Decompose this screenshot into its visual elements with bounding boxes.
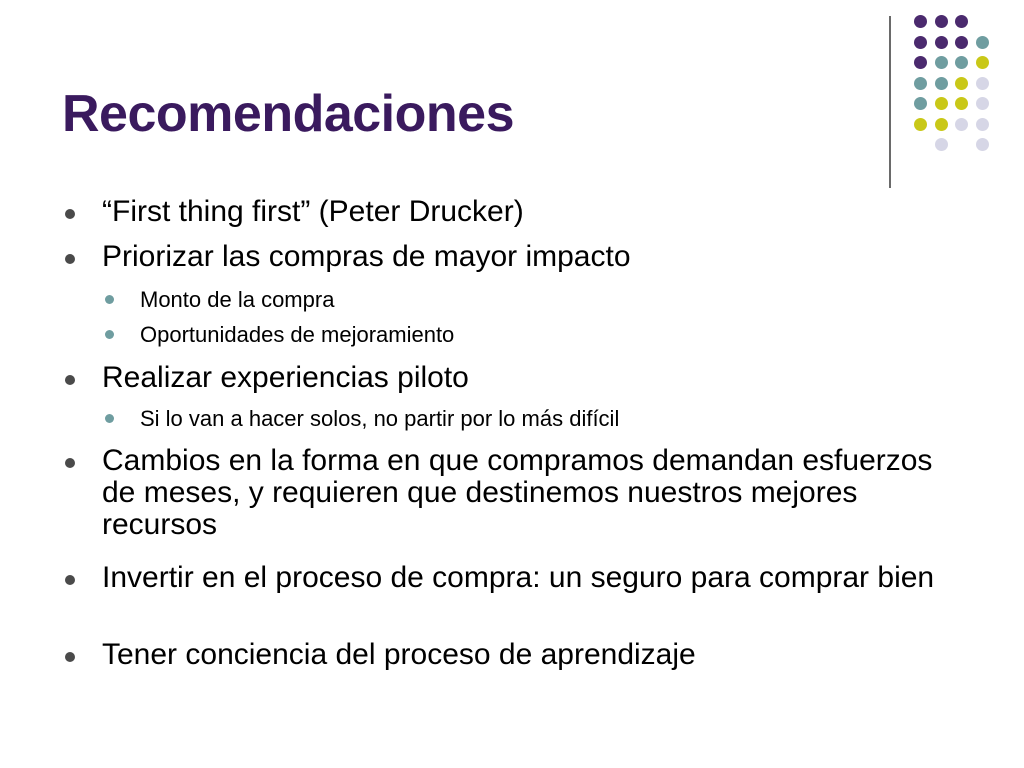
bullet-text: Priorizar las compras de mayor impacto xyxy=(102,240,631,273)
ornament-dot-icon xyxy=(935,97,948,110)
ornament-dot-icon xyxy=(914,77,927,90)
ornament-dot-icon xyxy=(955,97,968,110)
ornament-dot-icon xyxy=(976,36,989,49)
ornament-dot-icon xyxy=(914,36,927,49)
sub-bullet-marker-icon xyxy=(105,295,114,304)
ornament-dot-icon xyxy=(935,77,948,90)
dot-grid-ornament xyxy=(903,11,1003,171)
bullet-marker-icon xyxy=(65,375,75,385)
bullet-marker-icon xyxy=(65,209,75,219)
ornament-dot-icon xyxy=(914,15,927,28)
ornament-dot-icon xyxy=(976,138,989,151)
bullet-marker-icon xyxy=(65,254,75,264)
title-divider-line xyxy=(889,16,891,188)
sub-bullet-text: Oportunidades de mejoramiento xyxy=(140,322,455,347)
bullet-text: Tener conciencia del proceso de aprendizaje xyxy=(102,638,696,671)
ornament-dot-icon xyxy=(955,56,968,69)
ornament-dot-icon xyxy=(976,56,989,69)
bullet-text: “First thing first” (Peter Drucker) xyxy=(102,195,524,228)
bullet-marker-icon xyxy=(65,575,75,585)
ornament-dot-icon xyxy=(914,118,927,131)
sub-bullet-text: Monto de la compra xyxy=(140,287,335,312)
ornament-dot-icon xyxy=(955,77,968,90)
sub-bullet-marker-icon xyxy=(105,330,114,339)
ornament-dot-icon xyxy=(914,97,927,110)
ornament-dot-icon xyxy=(955,15,968,28)
ornament-dot-icon xyxy=(914,56,927,69)
ornament-dot-icon xyxy=(935,56,948,69)
ornament-dot-icon xyxy=(955,36,968,49)
bullet-text: Realizar experiencias piloto xyxy=(102,361,469,394)
bullet-marker-icon xyxy=(65,652,75,662)
ornament-dot-icon xyxy=(935,15,948,28)
ornament-dot-icon xyxy=(935,138,948,151)
sub-bullet-marker-icon xyxy=(105,414,114,423)
ornament-dot-icon xyxy=(976,77,989,90)
ornament-dot-icon xyxy=(955,118,968,131)
ornament-dot-icon xyxy=(935,118,948,131)
ornament-dot-icon xyxy=(976,118,989,131)
ornament-dot-icon xyxy=(935,36,948,49)
sub-bullet-text: Si lo van a hacer solos, no partir por lo más difícil xyxy=(140,406,620,431)
ornament-dot-icon xyxy=(976,97,989,110)
bullet-marker-icon xyxy=(65,458,75,468)
bullet-text: Cambios en la forma en que compramos demandan esfuerzos de meses, y requieren que destinemos nuestros mejores recursos xyxy=(102,444,933,541)
slide-title: Recomendaciones xyxy=(62,85,514,143)
bullet-text: Invertir en el proceso de compra: un seguro para comprar bien xyxy=(102,561,935,594)
